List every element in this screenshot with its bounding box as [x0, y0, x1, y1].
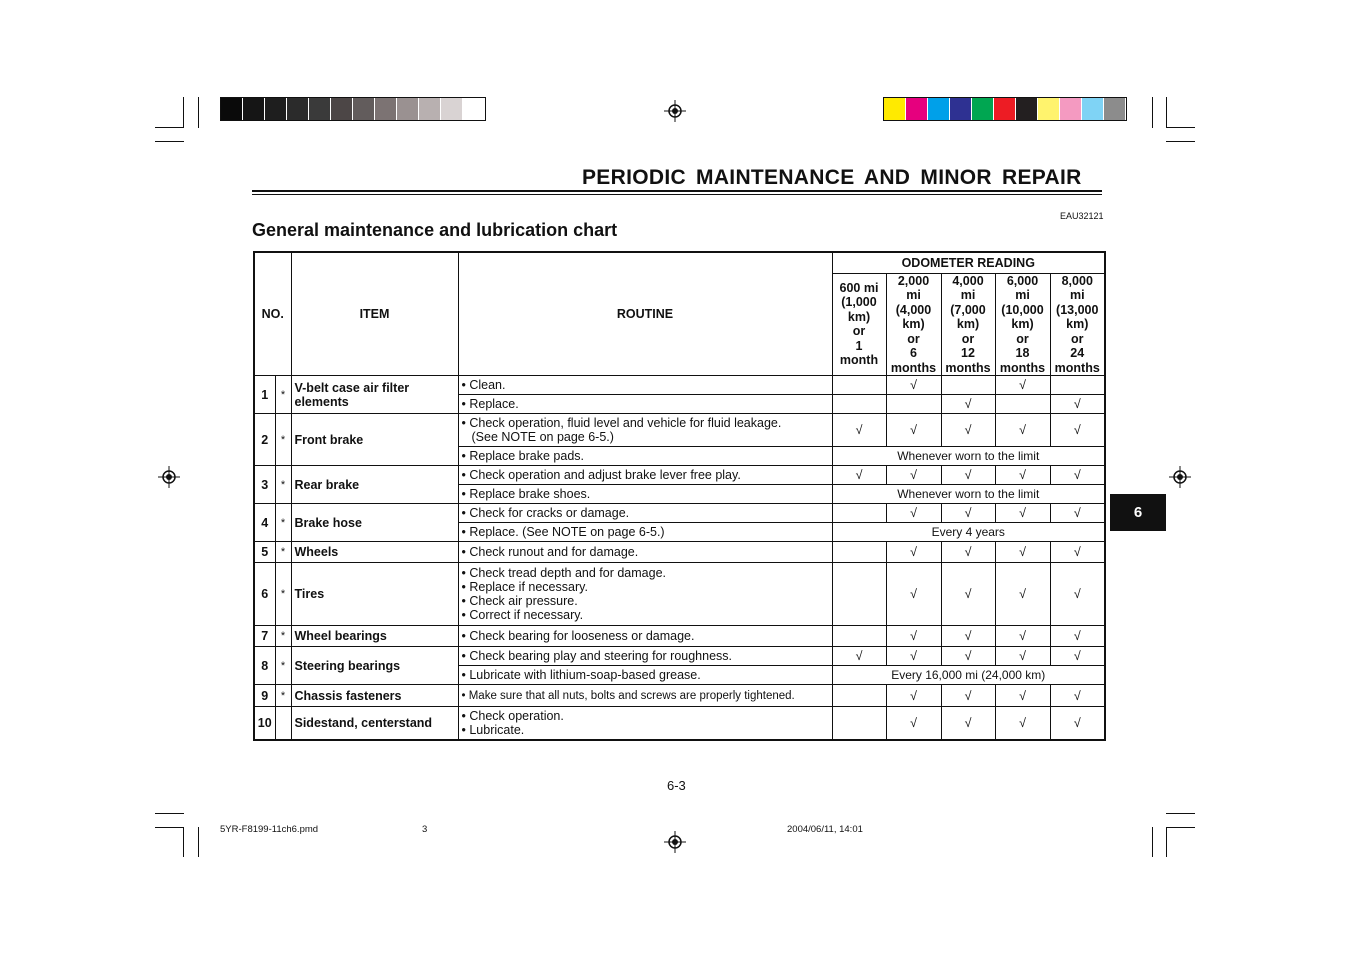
check-cell [832, 626, 886, 647]
check-cell [832, 563, 886, 626]
crop-mark [183, 97, 184, 128]
color-swatch [1016, 98, 1038, 120]
row-number: 8 [254, 647, 275, 685]
check-cell: √ [941, 685, 995, 707]
check-cell: √ [941, 707, 995, 740]
dealer-star: * [275, 626, 291, 647]
item-name: Sidestand, centerstand [291, 707, 458, 740]
check-cell: √ [886, 563, 941, 626]
check-cell: √ [995, 542, 1050, 563]
interval-note: Every 16,000 mi (24,000 km) [832, 666, 1105, 685]
check-cell [832, 504, 886, 523]
header-odometer: ODOMETER READING [832, 252, 1105, 273]
check-cell: √ [995, 685, 1050, 707]
dealer-star: * [275, 647, 291, 685]
color-swatch [950, 98, 972, 120]
color-swatch [1038, 98, 1060, 120]
interval-header: 6,000 mi (10,000 km) or 18 months [995, 273, 1050, 376]
dealer-star: * [275, 504, 291, 542]
check-cell: √ [832, 414, 886, 447]
row-number: 4 [254, 504, 275, 542]
check-cell: √ [886, 707, 941, 740]
crop-mark [1166, 827, 1167, 857]
check-cell: √ [1050, 414, 1105, 447]
check-cell: √ [995, 466, 1050, 485]
row-number: 7 [254, 626, 275, 647]
check-cell: √ [886, 542, 941, 563]
routine-text: • Check runout and for damage. [458, 542, 832, 563]
routine-text: • Check bearing play and steering for roughness. [458, 647, 832, 666]
item-name: V-belt case air filter elements [291, 376, 458, 414]
check-cell: √ [1050, 504, 1105, 523]
chapter-tab: 6 [1110, 494, 1166, 531]
check-cell: √ [832, 647, 886, 666]
color-swatch [1060, 98, 1082, 120]
check-cell: √ [941, 466, 995, 485]
check-cell [832, 376, 886, 395]
check-cell: √ [886, 685, 941, 707]
maintenance-chart-table [253, 251, 1106, 741]
routine-text: • Check operation. • Lubricate. [458, 707, 832, 740]
check-cell: √ [941, 414, 995, 447]
color-calibration-bar [883, 97, 1127, 121]
routine-text: • Check for cracks or damage. [458, 504, 832, 523]
item-name: Wheel bearings [291, 626, 458, 647]
crop-mark [1152, 827, 1153, 857]
section-heading: General maintenance and lubrication chart [252, 220, 618, 240]
dealer-star [275, 707, 291, 740]
grayscale-calibration-bar [220, 97, 486, 121]
interval-header: 4,000 mi (7,000 km) or 12 months [941, 273, 995, 376]
check-cell: √ [1050, 563, 1105, 626]
routine-text: • Clean. [458, 376, 832, 395]
color-swatch [928, 98, 950, 120]
check-cell: √ [1050, 685, 1105, 707]
check-cell [995, 395, 1050, 414]
color-swatch [441, 98, 463, 120]
color-swatch [331, 98, 353, 120]
row-number: 5 [254, 542, 275, 563]
crop-mark [155, 827, 184, 828]
color-swatch [221, 98, 243, 120]
title-rule [252, 194, 1102, 195]
header-routine: ROUTINE [458, 252, 832, 376]
item-name: Chassis fasteners [291, 685, 458, 707]
row-number: 1 [254, 376, 275, 414]
check-cell [1050, 376, 1105, 395]
item-name: Brake hose [291, 504, 458, 542]
crop-mark [198, 827, 199, 857]
check-cell: √ [886, 504, 941, 523]
dealer-star: * [275, 542, 291, 563]
check-cell: √ [886, 626, 941, 647]
header-item: ITEM [291, 252, 458, 376]
crop-mark [155, 127, 184, 128]
check-cell: √ [1050, 647, 1105, 666]
footer-sheet: 3 [422, 824, 428, 835]
routine-text: • Replace brake shoes. [458, 485, 832, 504]
check-cell: √ [886, 647, 941, 666]
crop-mark [1166, 127, 1195, 128]
crop-mark [1166, 141, 1195, 142]
crop-mark [155, 813, 184, 814]
check-cell [941, 376, 995, 395]
check-cell: √ [832, 466, 886, 485]
check-cell [832, 707, 886, 740]
interval-note: Whenever worn to the limit [832, 447, 1105, 466]
check-cell [886, 395, 941, 414]
page-number: 6-3 [667, 778, 686, 793]
item-name: Wheels [291, 542, 458, 563]
crop-mark [183, 827, 184, 857]
row-number: 2 [254, 414, 275, 466]
color-swatch [265, 98, 287, 120]
registration-mark-icon [158, 466, 180, 488]
row-number: 9 [254, 685, 275, 707]
dealer-star: * [275, 466, 291, 504]
color-swatch [375, 98, 397, 120]
color-swatch [906, 98, 928, 120]
check-cell: √ [995, 376, 1050, 395]
check-cell: √ [941, 563, 995, 626]
check-cell: √ [886, 466, 941, 485]
routine-text: • Replace. [458, 395, 832, 414]
check-cell: √ [1050, 626, 1105, 647]
row-number: 10 [254, 707, 275, 740]
routine-text: • Replace brake pads. [458, 447, 832, 466]
routine-text: • Check bearing for looseness or damage. [458, 626, 832, 647]
check-cell: √ [995, 707, 1050, 740]
check-cell: √ [995, 647, 1050, 666]
routine-text: • Check operation, fluid level and vehicle for fluid leakage. (See NOTE on page 6-5.) [458, 414, 832, 447]
check-cell: √ [941, 626, 995, 647]
crop-mark [1152, 97, 1153, 128]
header-no: NO. [254, 252, 291, 376]
routine-text: • Lubricate with lithium-soap-based grease. [458, 666, 832, 685]
color-swatch [309, 98, 331, 120]
crop-mark [198, 97, 199, 128]
interval-note: Every 4 years [832, 523, 1105, 542]
color-swatch [397, 98, 419, 120]
color-swatch [1104, 98, 1126, 120]
dealer-star: * [275, 685, 291, 707]
interval-note: Whenever worn to the limit [832, 485, 1105, 504]
footer-filename: 5YR-F8199-11ch6.pmd [220, 824, 319, 835]
title-rule [252, 190, 1102, 192]
crop-mark [155, 141, 184, 142]
item-name: Rear brake [291, 466, 458, 504]
color-swatch [1082, 98, 1104, 120]
registration-mark-icon [664, 831, 686, 853]
color-swatch [972, 98, 994, 120]
document-code: EAU32121 [1060, 211, 1104, 221]
check-cell: √ [995, 504, 1050, 523]
interval-header: 2,000 mi (4,000 km) or 6 months [886, 273, 941, 376]
routine-text: • Check operation and adjust brake lever free play. [458, 466, 832, 485]
routine-text: • Check tread depth and for damage. • Replace if necessary. • Check air pressure. • Correct if necessary. [458, 563, 832, 626]
dealer-star: * [275, 414, 291, 466]
color-swatch [243, 98, 265, 120]
item-name: Steering bearings [291, 647, 458, 685]
check-cell: √ [1050, 542, 1105, 563]
routine-text: • Make sure that all nuts, bolts and screws are properly tightened. [458, 685, 832, 707]
color-swatch [419, 98, 441, 120]
crop-mark [1166, 97, 1167, 128]
color-swatch [353, 98, 375, 120]
check-cell: √ [1050, 466, 1105, 485]
crop-mark [1166, 813, 1195, 814]
check-cell [832, 685, 886, 707]
check-cell: √ [941, 504, 995, 523]
registration-mark-icon [664, 100, 686, 122]
check-cell: √ [1050, 395, 1105, 414]
page-title: PERIODIC MAINTENANCE AND MINOR REPAIR [582, 166, 1082, 189]
check-cell: √ [941, 542, 995, 563]
check-cell: √ [995, 414, 1050, 447]
dealer-star: * [275, 563, 291, 626]
color-swatch [884, 98, 906, 120]
routine-text: • Replace. (See NOTE on page 6-5.) [458, 523, 832, 542]
check-cell: √ [995, 626, 1050, 647]
footer-timestamp: 2004/06/11, 14:01 [787, 824, 863, 835]
dealer-star: * [275, 376, 291, 414]
check-cell: √ [886, 414, 941, 447]
check-cell: √ [995, 563, 1050, 626]
check-cell [832, 395, 886, 414]
check-cell: √ [1050, 707, 1105, 740]
crop-mark [1166, 827, 1195, 828]
color-swatch [287, 98, 309, 120]
row-number: 3 [254, 466, 275, 504]
interval-header: 8,000 mi (13,000 km) or 24 months [1050, 273, 1105, 376]
check-cell: √ [941, 647, 995, 666]
row-number: 6 [254, 563, 275, 626]
interval-header: 600 mi (1,000 km) or 1 month [832, 273, 886, 376]
check-cell: √ [886, 376, 941, 395]
registration-mark-icon [1169, 466, 1191, 488]
color-swatch [463, 98, 485, 120]
check-cell: √ [941, 395, 995, 414]
item-name: Tires [291, 563, 458, 626]
check-cell [832, 542, 886, 563]
color-swatch [994, 98, 1016, 120]
item-name: Front brake [291, 414, 458, 466]
